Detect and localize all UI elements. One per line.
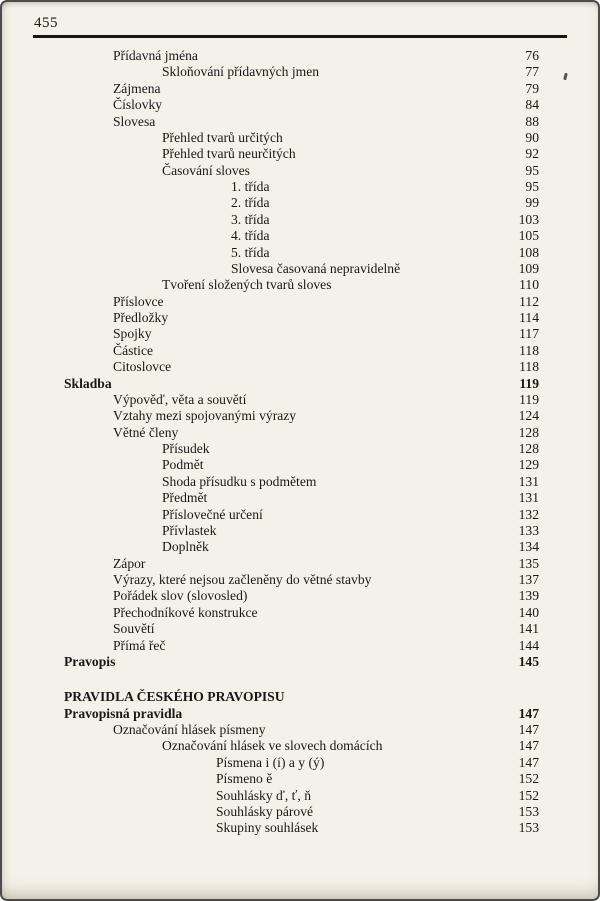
toc-entry-label: Doplněk: [162, 539, 209, 555]
toc-entry-label: Časování sloves: [162, 162, 250, 178]
toc-entry-page: 112: [519, 293, 539, 309]
toc-entry: [2, 425, 600, 441]
toc-entry-page: 88: [525, 113, 539, 129]
toc-entry-page: 147: [518, 705, 539, 721]
toc-entry-page: 132: [518, 506, 539, 522]
toc-entry-page: 134: [518, 539, 539, 555]
toc-entry-page: 79: [525, 80, 539, 96]
toc-entry-page: 147: [518, 738, 539, 754]
toc-entry-page: 139: [518, 588, 539, 604]
toc-entry-label: Přídavná jména: [113, 48, 198, 63]
toc-entry-label: Vztahy mezi spojovanými výrazy: [113, 408, 297, 424]
toc-entry: [2, 474, 600, 490]
toc-entry: [2, 326, 600, 342]
toc-entry-label: Větné členy: [113, 424, 179, 440]
toc-entry-label: Označování hlásek ve slovech domácích: [162, 738, 383, 754]
toc-entry-label: 1. třída: [231, 179, 270, 194]
toc-entry-label: Slovesa časovaná nepravidelně: [231, 260, 401, 276]
toc-entry: [2, 689, 600, 705]
toc-entry-page: 90: [525, 129, 539, 145]
toc-entry: [2, 277, 600, 293]
toc-entry: [2, 376, 600, 392]
toc-entry-page: 105: [518, 228, 539, 244]
toc-entry-label: Shoda přísudku s podmětem: [162, 473, 317, 489]
toc-entry: [2, 738, 600, 754]
toc-entry-label: Zápor: [113, 555, 146, 571]
toc-entry-page: 99: [525, 195, 539, 211]
toc-entry-label: Označování hlásek písmeny: [113, 722, 266, 737]
toc-entry-label: 3. třída: [231, 211, 270, 227]
toc-entry-page: 95: [525, 179, 539, 194]
toc-entry-label: Částice: [113, 342, 154, 358]
toc-entry-page: 133: [518, 522, 539, 538]
toc-entry-label: Písmeno ě: [216, 771, 273, 787]
header-rule: [33, 35, 567, 38]
toc-entry-label: Podmět: [162, 457, 204, 473]
toc-entry: [2, 654, 600, 670]
toc-entry-label: Přísudek: [162, 441, 210, 456]
toc-entry-page: 141: [518, 621, 539, 637]
toc-entry: [2, 804, 600, 820]
toc-entry-page: 84: [525, 97, 539, 113]
toc-entry-label: Souhlásky párové: [216, 803, 314, 819]
toc-entry-label: Číslovky: [113, 97, 163, 113]
toc-entry-label: Přehled tvarů neurčitých: [162, 146, 296, 162]
toc-entry-page: 128: [518, 441, 539, 456]
toc-entry-label: Výrazy, které nejsou začleněny do větné stavby: [113, 572, 372, 587]
toc-entry-label: Předmět: [162, 490, 208, 506]
toc-entry: [2, 294, 600, 310]
toc-entry-label: Tvoření složených tvarů sloves: [162, 277, 332, 293]
toc-entry-label: Skloňování přídavných jmen: [162, 64, 320, 80]
toc-entry-label: Příslovečné určení: [162, 506, 263, 522]
toc-entry-page: 118: [519, 342, 539, 358]
toc-entry: [2, 163, 600, 179]
toc-entry-page: 118: [519, 359, 539, 375]
toc-entry: [2, 130, 600, 146]
toc-entry-label: Citoslovce: [113, 359, 172, 375]
toc-entry: [2, 245, 600, 261]
toc-entry: [2, 706, 600, 722]
toc-entry-page: 124: [518, 408, 539, 424]
toc-entry-page: 131: [518, 473, 539, 489]
toc-entry: [2, 228, 600, 244]
toc-entry-label: PRAVIDLA ČESKÉHO PRAVOPISU: [64, 689, 285, 705]
toc-entry-page: 153: [518, 803, 539, 819]
toc-entry: [2, 310, 600, 326]
toc-entry: [2, 523, 600, 539]
toc-entry-label: Přívlastek: [162, 522, 217, 538]
toc-entry-page: 92: [525, 146, 539, 162]
toc-entry: [2, 408, 600, 424]
toc-entry-page: 128: [518, 424, 539, 440]
toc-entry-page: 145: [518, 653, 539, 669]
toc-entry-page: 144: [518, 637, 539, 653]
toc-entry: [2, 755, 600, 771]
toc-entry: [2, 81, 600, 97]
toc-entry-label: Pořádek slov (slovosled): [113, 588, 248, 604]
toc-entry-label: Pravopis: [64, 653, 116, 669]
toc-entry-label: Výpověď, věta a souvětí: [113, 391, 247, 407]
toc-entry: [2, 572, 600, 588]
toc-entry: [2, 556, 600, 572]
table-of-contents: [2, 48, 600, 837]
toc-entry-page: 109: [518, 260, 539, 276]
toc-entry: [2, 48, 600, 64]
toc-entry-label: Skladba: [64, 375, 112, 391]
toc-entry-page: 95: [525, 162, 539, 178]
toc-entry-label: Souhlásky ď, ť, ň: [216, 787, 312, 803]
toc-entry-label: 5. třída: [231, 244, 270, 260]
toc-entry: [2, 507, 600, 523]
toc-entry: [2, 722, 600, 738]
toc-entry-page: 153: [518, 820, 539, 836]
toc-entry: [2, 605, 600, 621]
toc-entry-page: 114: [519, 310, 539, 325]
toc-entry-label: Přímá řeč: [113, 637, 166, 653]
toc-entry-page: 77: [525, 64, 539, 80]
toc-entry-label: Slovesa: [113, 113, 156, 129]
toc-entry: [2, 588, 600, 604]
toc-entry: [2, 457, 600, 473]
toc-entry-label: Přehled tvarů určitých: [162, 129, 283, 145]
toc-entry: [2, 490, 600, 506]
toc-entry-page: 137: [518, 572, 539, 587]
toc-entry-page: 131: [518, 490, 539, 506]
toc-entry-label: Předložky: [113, 310, 169, 325]
toc-entry: [2, 97, 600, 113]
page-number-folio: 455: [34, 15, 58, 31]
toc-entry: [2, 359, 600, 375]
toc-entry: [2, 64, 600, 80]
toc-entry-page: 152: [518, 771, 539, 787]
toc-entry-label: Spojky: [113, 326, 152, 342]
toc-entry: [2, 788, 600, 804]
toc-entry-page: 76: [525, 48, 539, 63]
toc-entry-page: 117: [519, 326, 539, 342]
toc-entry-page: 135: [518, 555, 539, 571]
toc-entry: [2, 261, 600, 277]
toc-entry: [2, 392, 600, 408]
toc-entry-label: Pravopisná pravidla: [64, 705, 183, 721]
toc-entry: [2, 146, 600, 162]
toc-entry-page: 108: [518, 244, 539, 260]
toc-entry: [2, 114, 600, 130]
toc-entry: [2, 771, 600, 787]
toc-entry: [2, 212, 600, 228]
toc-entry: [2, 638, 600, 654]
toc-entry-label: Písmena i (í) a y (ý): [216, 754, 325, 770]
toc-entry-page: 103: [518, 211, 539, 227]
toc-entry: [2, 621, 600, 637]
toc-entry: [2, 343, 600, 359]
toc-entry: [2, 539, 600, 555]
toc-entry-page: 147: [518, 754, 539, 770]
toc-entry-page: 140: [518, 604, 539, 620]
toc-entry-page: 147: [518, 722, 539, 737]
toc-entry-label: 4. třída: [231, 228, 270, 244]
toc-entry-page: 129: [518, 457, 539, 473]
toc-entry-page: 119: [519, 391, 539, 407]
toc-entry: [2, 195, 600, 211]
toc-entry-label: 2. třída: [231, 195, 270, 211]
toc-entry-label: Souvětí: [113, 621, 155, 637]
toc-entry: [2, 179, 600, 195]
toc-entry-page: 110: [519, 277, 539, 293]
toc-entry-page: 152: [518, 787, 539, 803]
toc-entry-label: Skupiny souhlásek: [216, 820, 319, 836]
toc-entry-label: Příslovce: [113, 293, 164, 309]
toc-entry: [2, 820, 600, 836]
toc-entry-label: Zájmena: [113, 80, 161, 96]
toc-entry-page: 119: [519, 375, 539, 391]
toc-entry-label: Přechodníkové konstrukce: [113, 604, 258, 620]
toc-entry: [2, 441, 600, 457]
